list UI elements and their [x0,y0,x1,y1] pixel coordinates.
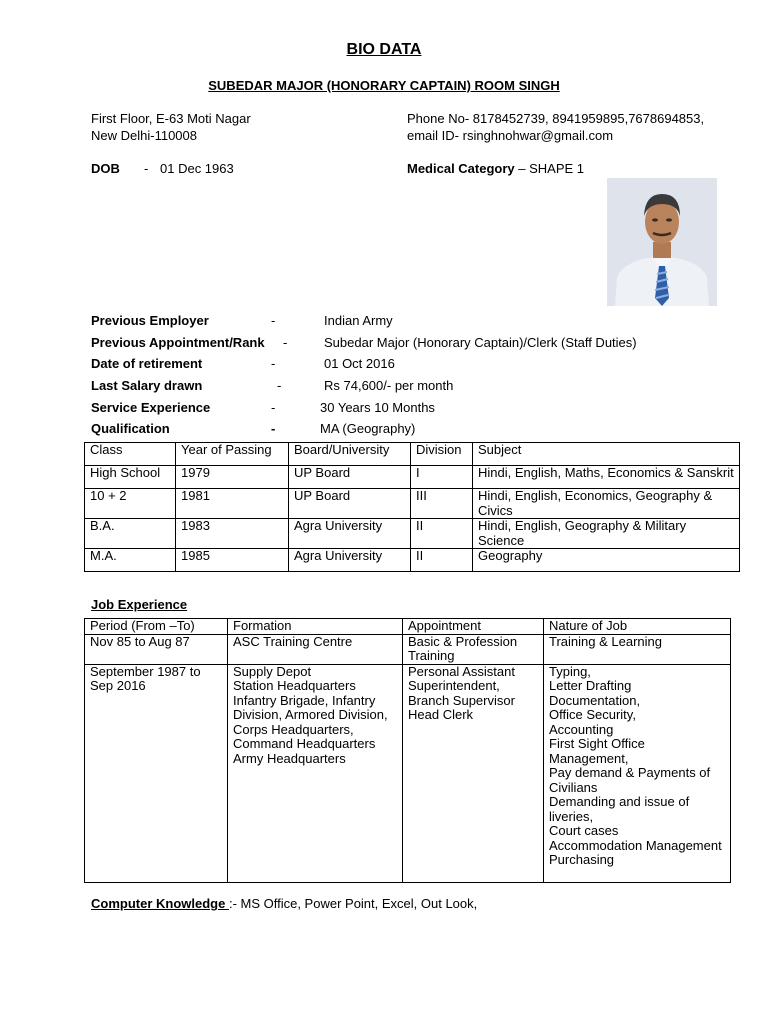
detail-separator: - [271,313,276,328]
table-cell: Training & Learning [544,634,731,664]
table-cell: Basic & Profession Training [403,634,544,664]
table-row [85,466,740,489]
dob-separator: - [144,161,149,176]
table-cell: ASC Training Centre [228,634,403,664]
table-cell: M.A. [85,549,176,572]
nature-line: Demanding and issue of liveries, [549,794,690,824]
detail-separator: - [277,378,282,393]
nature-line: Purchasing [549,852,615,867]
email-address: email ID- rsinghnohwar@gmail.com [407,128,614,143]
header-cell: Subject [473,443,740,466]
detail-value: Subedar Major (Honorary Captain)/Clerk (Staff Duties) [324,335,637,350]
address-line1: First Floor, E-63 Moti Nagar [91,111,251,126]
table-cell: High School [85,466,176,489]
nature-line: Documentation, [549,692,641,708]
detail-value: Indian Army [324,313,393,328]
table-cell [228,664,403,882]
table-cell: B.A. [85,519,176,549]
nature-line: Pay demand & Payments of Civilians [549,765,711,795]
nature-line: Court cases [549,823,619,838]
address-line2: New Delhi-110008 [91,128,197,143]
nature-line: Letter Drafting [549,678,632,693]
header-cell: Board/University [289,443,411,466]
medical-category [407,161,584,176]
table-cell: Nov 85 to Aug 87 [85,634,228,664]
table-cell: 1981 [176,489,289,519]
medical-label: Medical Category [407,161,515,176]
dob-label: DOB [91,161,120,176]
dob-value: 01 Dec 1963 [160,161,234,176]
header-cell: Period (From –To) [85,619,228,635]
formation-line: Station Headquarters [233,678,356,693]
table-cell: III [411,489,473,519]
table-cell: UP Board [289,466,411,489]
appointment-line: Head Clerk [408,707,474,722]
table-cell [544,664,731,882]
detail-value: 01 Oct 2016 [324,356,395,371]
subtitle-name: SUBEDAR MAJOR (HONORARY CAPTAIN) ROOM SINGH [208,78,560,93]
table-cell: Geography [473,549,740,572]
nature-line: Office Security, [549,707,636,722]
detail-value: MA (Geography) [320,421,416,436]
table-cell: Agra University [289,549,411,572]
table-cell: September 1987 to Sep 2016 [85,664,228,882]
nature-line: Accommodation Management [549,837,722,853]
formation-line: Infantry Brigade, Infantry Division, Armored Division, Corps Headquarters, [233,692,388,737]
table-row [85,549,740,572]
header-cell: Appointment [403,619,544,635]
profile-photo [607,178,717,306]
table-row [85,519,740,549]
table-cell: UP Board [289,489,411,519]
table-row [85,489,740,519]
detail-value: Rs 74,600/- per month [324,378,454,393]
table-cell: II [411,549,473,572]
nature-line: First Sight Office Management, [549,736,645,766]
phone-numbers: Phone No- 8178452739, 8941959895,7678694853, [407,111,705,126]
formation-line: Army Headquarters [233,750,346,766]
detail-separator: - [271,356,276,371]
formation-line: Supply Depot [233,663,312,679]
table-cell: 1979 [176,466,289,489]
appointment-line: Superintendent, [408,678,500,693]
table-cell: 10 + 2 [85,489,176,519]
header-cell: Division [411,443,473,466]
table-row [85,634,731,664]
appointment-line: Branch Supervisor [408,692,515,708]
computer-knowledge-value: :- MS Office, Power Point, Excel, Out Look, [228,896,478,911]
detail-separator: - [271,421,276,436]
header-cell: Formation [228,619,403,635]
table-cell: Hindi, English, Maths, Economics & Sanskrit [473,466,740,489]
detail-separator: - [271,400,276,415]
detail-label: Previous Employer [91,313,209,328]
job-experience-table [84,618,731,883]
detail-label: Date of retirement [91,356,203,371]
table-cell [403,664,544,882]
header-cell: Nature of Job [544,619,731,635]
table-header-row [85,619,731,635]
table-cell: 1983 [176,519,289,549]
table-cell: II [411,519,473,549]
portrait-image [607,178,717,306]
computer-knowledge-label: Computer Knowledge [91,896,229,911]
page-title: BIO DATA [346,41,422,58]
detail-label: Last Salary drawn [91,378,203,393]
education-table [84,442,740,572]
header-cell: Year of Passing [176,443,289,466]
detail-label: Service Experience [91,400,211,415]
detail-label: Previous Appointment/Rank [91,335,265,350]
table-cell: Agra University [289,519,411,549]
table-header-row [85,443,740,466]
job-experience-heading: Job Experience [91,597,188,612]
nature-line: Accounting [549,721,614,737]
detail-label: Qualification [91,421,170,436]
appointment-line: Personal Assistant [408,663,515,679]
computer-knowledge [91,896,477,911]
detail-separator: - [283,335,288,350]
table-cell: I [411,466,473,489]
medical-value: – SHAPE 1 [518,161,585,176]
table-cell: Hindi, English, Geography & Military Science [473,519,740,549]
detail-value: 30 Years 10 Months [320,400,435,415]
formation-line: Command Headquarters [233,736,376,751]
header-cell: Class [85,443,176,466]
table-cell: 1985 [176,549,289,572]
table-cell: Hindi, English, Economics, Geography & Civics [473,489,740,519]
nature-line: Typing, [549,663,591,679]
table-row [85,664,731,882]
